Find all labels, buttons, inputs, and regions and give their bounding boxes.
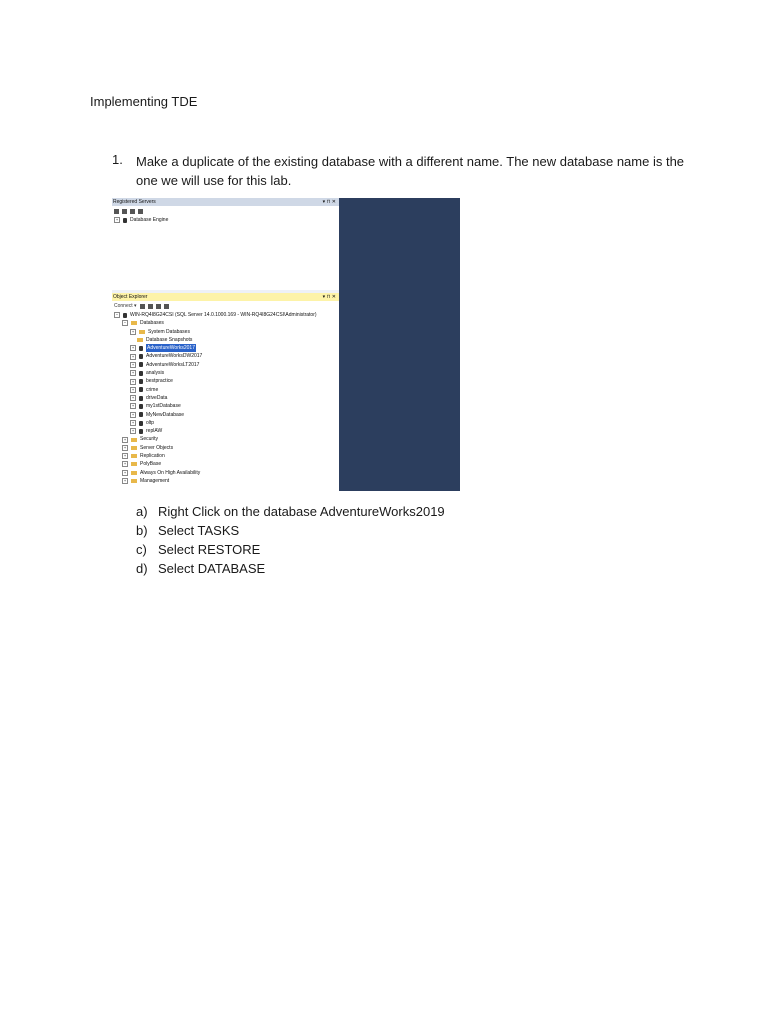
registered-servers-title: Registered Servers — [113, 199, 156, 205]
database-icon — [139, 346, 143, 351]
tree-item-label: Database Engine — [130, 217, 169, 223]
collapse-icon[interactable]: − — [123, 320, 127, 326]
database-icon — [139, 396, 143, 401]
substep-label: d) — [136, 561, 148, 576]
tree-item-label: AdventureWorksDW2017 — [146, 353, 203, 360]
folder-icon — [131, 446, 137, 450]
panel-buttons[interactable]: ▾ ⊓ ✕ — [322, 199, 336, 205]
database-icon — [139, 421, 143, 426]
document-title: Implementing TDE — [90, 94, 198, 109]
tree-item[interactable] — [112, 477, 339, 485]
tree-item[interactable] — [112, 460, 339, 468]
tree-item[interactable] — [112, 344, 339, 352]
database-icon[interactable] — [114, 209, 119, 214]
tree-item-label: Replication — [140, 453, 165, 460]
tree-item[interactable] — [112, 444, 339, 452]
tree-item-label: Security — [140, 436, 159, 443]
tree-item-label: driveData — [146, 394, 168, 401]
collapse-icon[interactable]: − — [115, 312, 119, 318]
tree-item[interactable] — [112, 402, 339, 410]
substep-text: Right Click on the database AdventureWorks2019 — [158, 504, 445, 519]
step-number: 1. — [112, 152, 123, 167]
server-icon[interactable] — [130, 209, 135, 214]
database-icon — [139, 412, 143, 417]
expand-icon[interactable]: + — [131, 420, 135, 425]
tree-item[interactable] — [112, 352, 339, 360]
registered-servers-toolbar — [112, 206, 339, 216]
folder-icon — [131, 321, 137, 325]
substep-text: Select RESTORE — [158, 542, 261, 557]
connect-icon[interactable] — [140, 304, 145, 309]
tree-item[interactable] — [114, 216, 339, 224]
substep-label: a) — [136, 504, 148, 519]
tree-item-label: my1stDatabase — [146, 403, 181, 410]
database-icon — [139, 387, 143, 392]
tree-item[interactable] — [112, 319, 339, 327]
tree-item-label: System Databases — [148, 328, 190, 335]
properties-icon[interactable] — [138, 209, 143, 214]
database-icon — [139, 429, 143, 434]
tree-item-label: replAW — [146, 428, 163, 435]
tree-item[interactable] — [112, 369, 339, 377]
databases-label: Databases — [140, 320, 164, 327]
tree-item[interactable] — [112, 361, 339, 369]
ssms-screenshot — [112, 198, 460, 491]
step-text: Make a duplicate of the existing database with a different name. The new database name is the one we will use for this lab. — [136, 154, 685, 188]
tree-item[interactable] — [112, 377, 339, 385]
object-explorer-tree — [112, 311, 339, 485]
server-icon — [123, 313, 127, 318]
refresh-icon[interactable] — [164, 304, 169, 309]
folder-icon — [131, 479, 137, 483]
expand-icon[interactable]: + — [123, 436, 127, 442]
expand-icon[interactable]: + — [131, 378, 135, 384]
object-explorer-title: Object Explorer — [113, 294, 148, 300]
substep — [136, 504, 445, 519]
folder-icon — [137, 338, 143, 342]
database-icon — [139, 371, 143, 376]
database-engine-icon — [123, 218, 127, 223]
tree-item-label: Server Objects — [140, 444, 174, 451]
folder-icon — [131, 438, 137, 442]
substep — [136, 561, 265, 576]
expand-icon[interactable]: + — [131, 403, 135, 409]
tree-item-label: oltp — [146, 419, 155, 426]
folder-icon — [139, 330, 145, 334]
expand-icon[interactable]: + — [131, 353, 135, 359]
tree-item-label: Always On High Availability — [140, 469, 201, 476]
panel-buttons[interactable]: ▾ ⊓ ✕ — [322, 294, 336, 300]
tree-item[interactable] — [112, 411, 339, 419]
tree-item-label: MyNewDatabase — [146, 411, 185, 418]
background-panel — [339, 198, 460, 491]
expand-icon[interactable]: + — [123, 453, 127, 459]
expand-icon[interactable]: + — [131, 361, 135, 367]
tree-item[interactable] — [112, 328, 339, 336]
tree-item-label: analysis — [146, 370, 165, 377]
tree-item-label: AdventureWorksLT2017 — [146, 361, 200, 368]
disconnect-icon[interactable] — [148, 304, 153, 309]
folder-icon — [131, 462, 137, 466]
substep-label: c) — [136, 542, 147, 557]
expand-icon[interactable]: + — [131, 328, 135, 334]
tree-item-label: bestpractice — [146, 378, 173, 385]
expand-icon[interactable]: + — [131, 345, 135, 351]
expand-icon[interactable]: + — [123, 444, 127, 450]
tree-item[interactable] — [112, 336, 339, 344]
expand-icon[interactable]: + — [131, 411, 135, 417]
substep — [136, 523, 239, 538]
expand-icon[interactable] — [130, 338, 134, 342]
tree-item[interactable] — [112, 435, 339, 443]
database-icon — [139, 354, 143, 359]
tree-item[interactable] — [112, 419, 339, 427]
tree-item[interactable] — [112, 427, 339, 435]
substep — [136, 542, 260, 557]
database-icon — [139, 379, 143, 384]
substep-text: Select TASKS — [158, 523, 240, 538]
refresh-icon[interactable] — [122, 209, 127, 214]
expand-icon[interactable]: + — [131, 395, 135, 401]
object-explorer-toolbar — [112, 301, 339, 311]
folder-icon — [131, 471, 137, 475]
tree-item-label: AdventureWorks2017 — [147, 345, 195, 352]
server-label: WIN-RQ4I8G24CSI (SQL Server 14.0.1000.169 - WIN-RQ4I8G24CSI\Administrator) — [130, 312, 317, 318]
filter-icon[interactable] — [156, 304, 161, 309]
expand-icon[interactable]: + — [131, 428, 135, 434]
expand-icon[interactable]: + — [123, 461, 127, 467]
folder-icon — [131, 454, 137, 458]
tree-item[interactable] — [112, 452, 339, 460]
tree-item[interactable] — [112, 394, 339, 402]
tree-item[interactable] — [112, 311, 339, 319]
object-explorer-panel — [112, 293, 339, 491]
database-icon — [139, 404, 143, 409]
substep-text: Select DATABASE — [158, 561, 266, 576]
tree-item-label: PolyBase — [140, 461, 162, 468]
expand-icon[interactable]: + — [115, 217, 119, 223]
tree-item-label: crime — [146, 386, 159, 393]
tree-item-label: Management — [140, 477, 170, 484]
database-icon — [139, 362, 143, 367]
tree-item[interactable] — [112, 469, 339, 477]
registered-servers-titlebar — [112, 198, 339, 206]
registered-servers-panel — [112, 198, 339, 290]
expand-icon[interactable]: + — [131, 370, 135, 376]
expand-icon[interactable]: + — [131, 386, 135, 392]
tree-item[interactable] — [112, 386, 339, 394]
tree-item-label: Database Snapshots — [146, 336, 193, 343]
substep-label: b) — [136, 523, 148, 538]
expand-icon[interactable]: + — [123, 478, 127, 484]
object-explorer-titlebar — [112, 293, 339, 301]
connect-button[interactable]: Connect ▾ — [114, 303, 137, 309]
expand-icon[interactable]: + — [123, 469, 127, 475]
